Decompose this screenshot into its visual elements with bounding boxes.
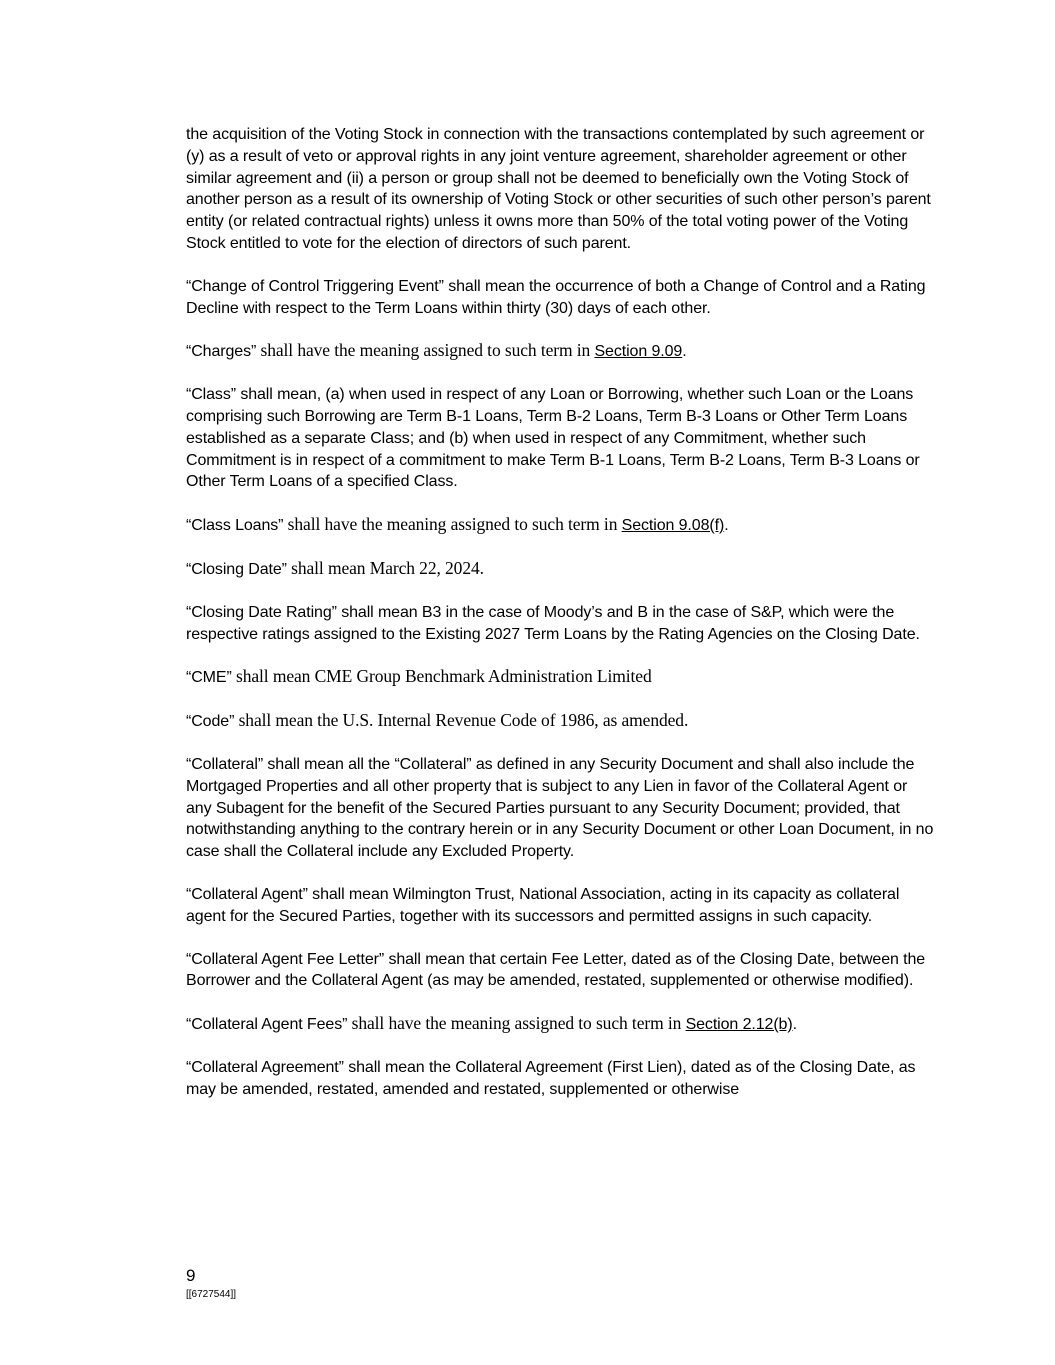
defined-term: “Collateral Agent” — [186, 885, 308, 903]
definition-collateral-agent-fees — [186, 1013, 936, 1036]
definition-code — [186, 710, 936, 733]
definition-text: shall mean the U.S. Internal Revenue Code of 1986, as amended. — [234, 710, 689, 731]
definition-collateral — [186, 754, 936, 863]
definition-class — [186, 384, 936, 493]
definition-text: shall have the meaning assigned to such term in — [283, 514, 622, 535]
definition-text-end: . — [724, 517, 729, 535]
definition-text: shall mean the occurrence of both a Change of Control and a Rating Decline with respect to the Term Loans within thirty (30) days of each other. — [186, 277, 926, 317]
definition-collateral-agent-fee-letter — [186, 949, 936, 993]
definition-text: shall mean March 22, 2024. — [286, 557, 484, 578]
defined-term: “Collateral Agent Fees” — [186, 1016, 348, 1034]
defined-term: “Charges” — [186, 343, 257, 361]
document-id: [[6727544]] — [186, 1289, 237, 1300]
defined-term: “Change of Control Triggering Event” — [186, 277, 444, 295]
definition-text: shall mean CME Group Benchmark Administration Limited — [231, 666, 652, 687]
section-reference-link[interactable]: Section 9.08(f) — [621, 517, 725, 535]
definition-text: shall mean the Collateral Agreement (First Lien), dated as of the Closing Date, as may be amended, restated, amended and restated, supplemented or otherwise — [186, 1058, 916, 1098]
defined-term: “Collateral” — [186, 755, 264, 773]
definition-text: shall mean B3 in the case of Moody’s and B in the case of S&P, which were the respective ratings assigned to the Existing 2027 Term Loans by the Rating Agencies on the Closing Date. — [186, 603, 920, 643]
definition-text-end: . — [792, 1016, 797, 1034]
definition-class-loans — [186, 514, 936, 537]
section-reference-link[interactable]: Section 2.12(b) — [685, 1016, 793, 1034]
definition-text: shall have the meaning assigned to such term in — [347, 1013, 686, 1034]
definition-charges — [186, 340, 936, 363]
defined-term: “Closing Date Rating” — [186, 603, 337, 621]
page-body — [186, 124, 936, 1122]
definition-text: shall have the meaning assigned to such term in — [256, 340, 595, 361]
section-reference-link[interactable]: Section 9.09 — [594, 343, 683, 361]
definition-collateral-agent — [186, 884, 936, 928]
definition-text: shall mean, (a) when used in respect of any Loan or Borrowing, whether such Loan or the Loans comprising such Borrowing are Term B-1 Loans, Term B-2 Loans, Term B-3 Loans or Other Term Loans established as a separate Class; and (b) when used in respect of any Commitment, whether such Commitment is in respect of a commitment to make Term B-1 Loans, Term B-2 Loans, Term B-3 Loans or Other Term Loans of a specified Class. — [186, 386, 920, 491]
defined-term: “Class Loans” — [186, 517, 284, 535]
definition-closing-date — [186, 558, 936, 581]
page-number: 9 — [186, 1266, 196, 1285]
definition-text: shall mean that certain Fee Letter, dated as of the Closing Date, between the Borrower and the Collateral Agent (as may be amended, restated, supplemented or otherwise modified). — [186, 950, 926, 990]
definition-change-of-control-triggering-event — [186, 276, 936, 320]
defined-term: “Closing Date” — [186, 560, 287, 578]
definition-cme — [186, 666, 936, 689]
definition-closing-date-rating — [186, 602, 936, 646]
page-footer — [186, 1266, 236, 1302]
defined-term: “Class” — [186, 386, 236, 404]
defined-term: “Collateral Agreement” — [186, 1058, 344, 1076]
definition-text: shall mean all the “Collateral” as defined in any Security Document and shall also include the Mortgaged Properties and all other property that is subject to any Lien in favor of the Collateral Agent or any Subagent for the benefit of the Secured Parties pursuant to any Security Document; provided, that notwithstanding anything to the contrary herein or in any Security Document or other Loan Document, in no case shall the Collateral include any Excluded Property. — [186, 755, 934, 861]
defined-term: “Code” — [186, 713, 235, 731]
definition-collateral-agreement — [186, 1057, 936, 1101]
defined-term: “Collateral Agent Fee Letter” — [186, 950, 385, 968]
paragraph-text: the acquisition of the Voting Stock in connection with the transactions contemplated by such agreement or (y) as a result of veto or approval rights in any joint venture agreement, shareholder agreement or other similar agreement and (ii) a person or group shall not be deemed to beneficially own the Voting Stock of another person as a result of its ownership of Voting Stock or other securities of such other person’s parent entity (or related contractual rights) unless it owns more than 50% of the total voting power of the Voting Stock entitled to vote for the election of directors of such parent. — [186, 126, 931, 252]
definition-text-end: . — [682, 343, 687, 361]
continuation-paragraph — [186, 124, 936, 255]
definition-text: shall mean Wilmington Trust, National Association, acting in its capacity as collateral agent for the Secured Parties, together with its successors and permitted assigns in such capacity. — [186, 885, 900, 925]
defined-term: “CME” — [186, 669, 232, 687]
